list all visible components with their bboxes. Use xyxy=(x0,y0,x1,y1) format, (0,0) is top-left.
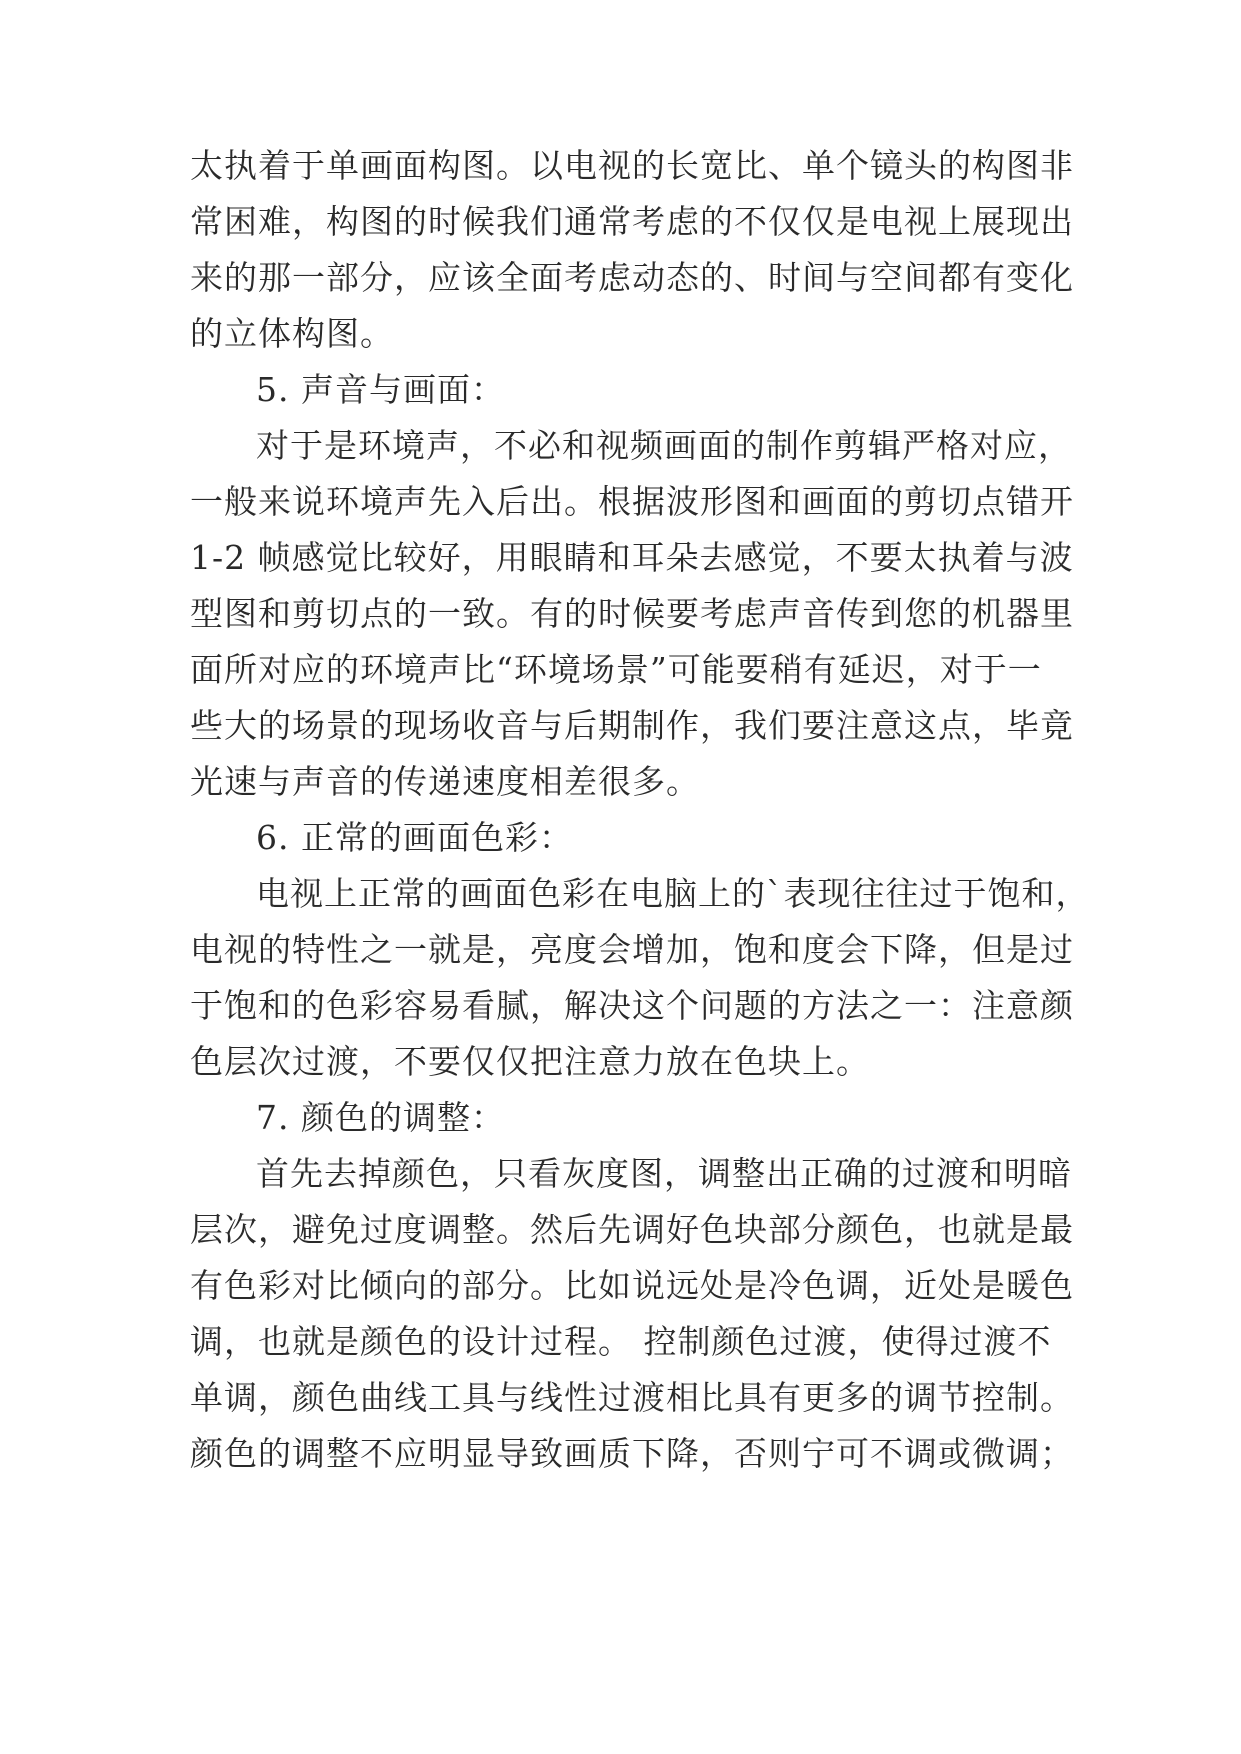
text-line: 单调，颜色曲线工具与线性过渡相比具有更多的调节控制。 xyxy=(190,1378,1074,1417)
text-line: 电视的特性之一就是，亮度会增加，饱和度会下降，但是过 xyxy=(190,930,1074,969)
text-line: 的立体构图。 xyxy=(190,314,394,353)
text-line: 电视上正常的画面色彩在电脑上的`表现往往过于饱和， xyxy=(256,874,1090,913)
text-line: 些大的场景的现场收音与后期制作，我们要注意这点，毕竟 xyxy=(190,706,1074,745)
text-line: 颜色的调整不应明显导致画质下降，否则宁可不调或微调； xyxy=(190,1434,1074,1473)
text-line: 常困难，构图的时候我们通常考虑的不仅仅是电视上展现出 xyxy=(190,202,1074,241)
text-line: 层次，避免过度调整。然后先调好色块部分颜色，也就是最 xyxy=(190,1210,1074,1249)
text-line: 型图和剪切点的一致。有的时候要考虑声音传到您的机器里 xyxy=(190,594,1074,633)
section-heading: 7. 颜色的调整： xyxy=(256,1098,505,1137)
text-line: 1-2 帧感觉比较好，用眼睛和耳朵去感觉，不要太执着与波 xyxy=(190,538,1074,577)
text-line: 于饱和的色彩容易看腻，解决这个问题的方法之一：注意颜 xyxy=(190,986,1074,1025)
text-line: 首先去掉颜色，只看灰度图，调整出正确的过渡和明暗 xyxy=(256,1154,1072,1193)
section-heading: 6. 正常的画面色彩： xyxy=(256,818,573,857)
text-line: 对于是环境声，不必和视频画面的制作剪辑严格对应， xyxy=(256,426,1072,465)
text-line: 太执着于单画面构图。以电视的长宽比、单个镜头的构图非 xyxy=(190,146,1074,185)
text-line: 来的那一部分，应该全面考虑动态的、时间与空间都有变化 xyxy=(190,258,1074,297)
text-line: 有色彩对比倾向的部分。比如说远处是冷色调，近处是暖色 xyxy=(190,1266,1074,1305)
text-line: 调，也就是颜色的设计过程。 控制颜色过渡，使得过渡不 xyxy=(190,1322,1052,1361)
text-line: 面所对应的环境声比“环境场景”可能要稍有延迟，对于一 xyxy=(190,650,1042,689)
text-line: 色层次过渡，不要仅仅把注意力放在色块上。 xyxy=(190,1042,870,1081)
section-heading: 5. 声音与画面： xyxy=(256,370,505,409)
text-line: 光速与声音的传递速度相差很多。 xyxy=(190,762,700,801)
text-line: 一般来说环境声先入后出。根据波形图和画面的剪切点错开 xyxy=(190,482,1074,521)
